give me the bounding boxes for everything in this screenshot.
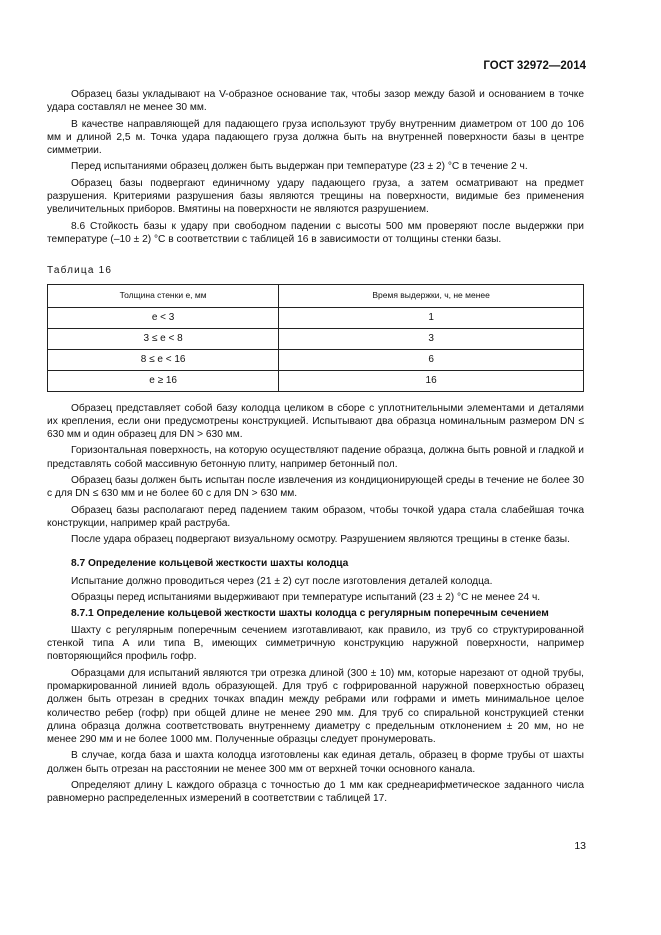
paragraph: Горизонтальная поверхность, на которую осуществляют падение образца, должна быть ровной и гладкой и представлять собой массивную бетонную плиту, например бетонный пол. — [47, 445, 584, 470]
paragraph: 8.6 Стойкость базы к удару при свободном падении с высоты 500 мм проверяют после выдержки при температуре (–10 ± 2) °С в соответствии с таблицей 16 в зависимости от толщины стенки базы. — [47, 220, 584, 245]
table-header-hold-time: Время выдержки, ч, не менее — [279, 284, 584, 307]
table-cell-hold-time: 1 — [279, 307, 584, 328]
table-row — [48, 349, 584, 370]
paragraph: Образец базы подвергают единичному удару падающего груза, а затем осматривают на предмет разрушения. Критериями разрушения базы являются трещины на поверхности, видимые без применения увеличительных приборов. Вмятины на поверхности не являются разрушением. — [47, 177, 584, 216]
table-cell-thickness: e ≥ 16 — [48, 370, 279, 391]
paragraph: Образец базы располагают перед падением таким образом, чтобы точкой удара стала слабейшая точка конструкции, например край раструба. — [47, 504, 584, 529]
paragraph: Образец представляет собой базу колодца целиком в сборе с уплотнительными элементами и деталями их крепления, если они предусмотрены конструкцией. Испытывают два образца номинальным размером DN ≤ 630 мм и один образец для DN > 630 мм. — [47, 402, 584, 441]
table-cell-hold-time: 6 — [279, 349, 584, 370]
paragraph: В случае, когда база и шахта колодца изготовлены как единая деталь, образец в форме трубы от шахты должен быть отрезан на расстоянии не менее 300 мм от верхней точки основного канала. — [47, 750, 584, 775]
table-cell-thickness: 8 ≤ e < 16 — [48, 349, 279, 370]
paragraph: Определяют длину L каждого образца с точностью до 1 мм как среднеарифметическое заданного числа равномерно распределенных измерений в соответствии с таблицей 17. — [47, 779, 584, 805]
paragraph: Образец базы должен быть испытан после извлечения из кондиционирующей среды в течение не более 30 с для DN ≤ 630 мм и не более 60 с для DN > 630 мм. — [47, 475, 584, 500]
table-caption: Таблица 16 — [47, 265, 113, 277]
paragraph: В качестве направляющей для падающего груза используют трубу внутренним диаметром от 100 до 106 мм и длиной 2,5 м. Точка удара падающего груза должна быть на внутренней поверхности базы в центре симметрии. — [47, 118, 584, 157]
table-header-thickness: Толщина стенки e, мм — [48, 284, 279, 307]
table-row — [48, 328, 584, 349]
paragraph: Шахту с регулярным поперечным сечением изготавливают, как правило, из труб со структурированной стенкой типа А или типа В, имеющих симметричную конструкцию наружной поверхности, например повторяющийся профиль гофр. — [47, 624, 584, 663]
page-number: 13 — [574, 840, 586, 852]
table-header-row — [48, 284, 584, 307]
table-cell-hold-time: 3 — [279, 328, 584, 349]
section-title-8-7: 8.7 Определение кольцевой жесткости шахты колодца — [71, 557, 349, 569]
table-row — [48, 370, 584, 391]
paragraph: Образец базы укладывают на V-образное основание так, чтобы зазор между базой и основанием в точке удара составлял не менее 30 мм. — [47, 89, 584, 114]
paragraph: Перед испытаниями образец должен быть выдержан при температуре (23 ± 2) °С в течение 2 ч. — [71, 161, 528, 173]
table-cell-hold-time: 16 — [279, 370, 584, 391]
paragraph: Образцы перед испытаниями выдерживают при температуре испытаний (23 ± 2) °С не менее 24 ч. — [71, 592, 541, 604]
paragraph: После удара образец подвергают визуальному осмотру. Разрушением являются трещины в стенке базы. — [71, 534, 570, 546]
paragraph: Образцами для испытаний являются три отрезка длиной (300 ± 10) мм, которые нарезают от одной трубы, промаркированной линией вдоль образующей. Для труб с гофрированной наружной поверхностью образец должен быть отрезан в средних точках впадин между ребрами или гофрами и иметь минимальное целое количество ребер (гофр) при общей длине не менее 290 мм. Для труб со спиральной конструкцией стенки длина образца должна соответствовать внутреннему диаметру с предельным отклонением ± 20 мм, но не менее 290 мм и не более 1000 мм. Полученные образцы следует пронумеровать. — [47, 667, 584, 746]
document-code: ГОСТ 32972—2014 — [483, 60, 586, 72]
paragraph: Испытание должно проводиться через (21 ± 2) сут после изготовления деталей колодца. — [71, 575, 493, 587]
table-16 — [47, 284, 584, 392]
table-row — [48, 307, 584, 328]
table-cell-thickness: e < 3 — [48, 307, 279, 328]
page-content — [47, 88, 584, 809]
table-cell-thickness: 3 ≤ e < 8 — [48, 328, 279, 349]
section-title-8-7-1: 8.7.1 Определение кольцевой жесткости шахты колодца с регулярным поперечным сечением — [71, 608, 549, 620]
